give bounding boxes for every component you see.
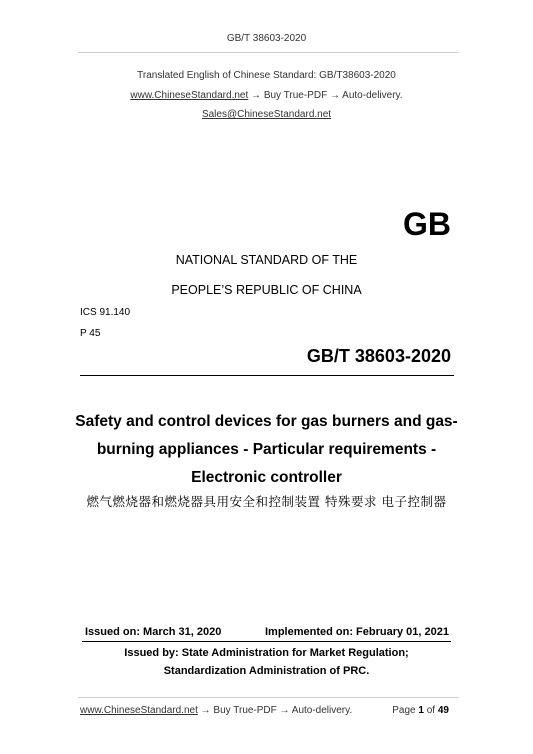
issued-by-line2: Standardization Administration of PRC.	[163, 665, 370, 677]
issued-on-date: Issued on: March 31, 2020	[85, 626, 222, 638]
translation-notice: Translated English of Chinese Standard: GB/T38603-2020	[137, 70, 396, 81]
site-link[interactable]: www.ChineseStandard.net	[130, 90, 249, 101]
national-standard-line2: PEOPLE’S REPUBLIC OF CHINA	[171, 283, 362, 297]
footer-purchase-line	[80, 705, 352, 716]
page-number: 1	[418, 705, 424, 716]
purchase-notice	[0, 90, 533, 101]
english-title-line3: Electronic controller	[191, 469, 342, 486]
footer-divider	[78, 697, 459, 698]
chinese-title: 燃气燃烧器和燃烧器具用安全和控制装置 特殊要求 电子控制器	[86, 494, 447, 509]
of-label: of	[423, 705, 438, 716]
page-indicator	[392, 705, 449, 716]
english-title-line1: Safety and control devices for gas burners and gas-	[75, 413, 458, 430]
national-standard-line1: NATIONAL STANDARD OF THE	[175, 253, 358, 267]
issued-by-line1: Issued by: State Administration for Market Regulation;	[124, 647, 409, 659]
page-total: 49	[437, 705, 449, 716]
english-title	[60, 408, 473, 492]
implemented-on-date: Implemented on: February 01, 2021	[264, 626, 449, 638]
ccs-code: P 45	[80, 328, 101, 339]
header-divider	[78, 52, 459, 53]
email-link[interactable]: Sales@ChineseStandard.net	[201, 109, 332, 120]
purchase-text: → Buy True-PDF → Auto-delivery.	[248, 90, 403, 101]
gb-logo: GB	[403, 206, 451, 242]
english-title-line2: burning appliances - Particular requirements -	[96, 441, 437, 458]
ics-code: ICS 91.140	[80, 307, 131, 318]
footer-site-link[interactable]: www.ChineseStandard.net	[80, 705, 198, 716]
standard-code: GB/T 38603-2020	[306, 346, 451, 366]
page-header-title: GB/T 38603-2020	[226, 33, 307, 44]
page-label: Page	[392, 705, 419, 716]
issue-divider	[82, 641, 451, 642]
email-line	[0, 109, 533, 120]
standard-code-divider	[80, 375, 454, 376]
footer-purchase-text: → Buy True-PDF → Auto-delivery.	[197, 705, 353, 716]
